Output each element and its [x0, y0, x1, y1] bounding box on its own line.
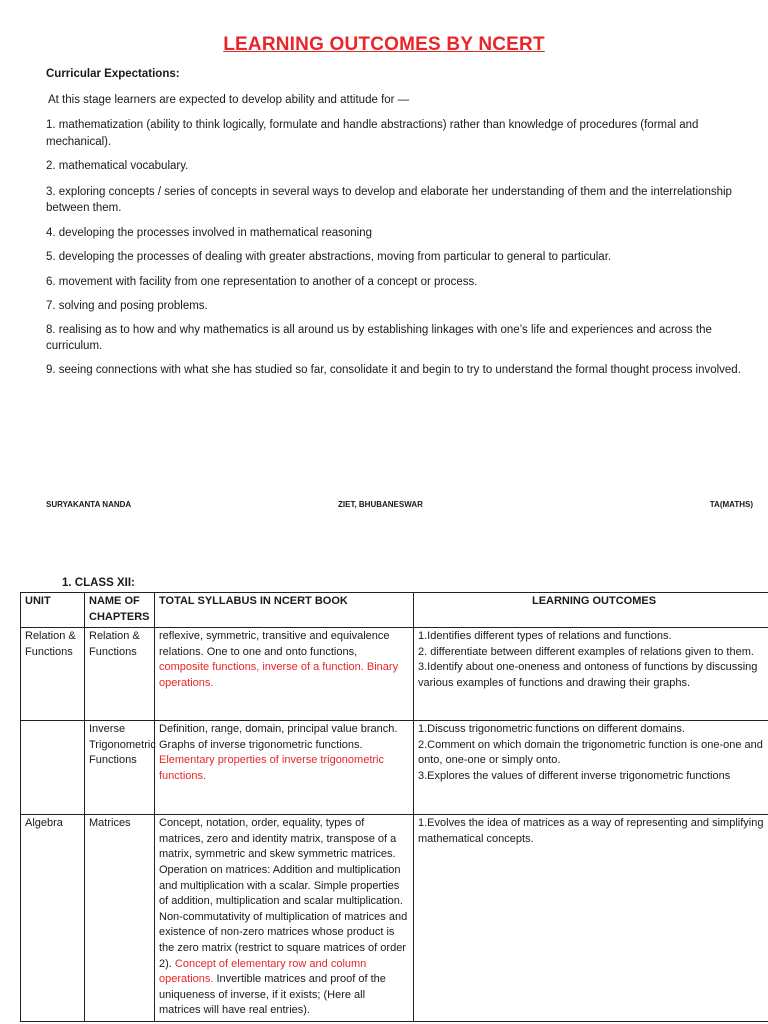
unit-cell: Algebra — [21, 815, 85, 1022]
outcome-item: 1.Discuss trigonometric functions on different domains. — [418, 723, 685, 736]
list-item: 1. mathematization (ability to think logically, formulate and handle abstractions) rather than knowledge of procedures (formal and mechanical). — [46, 119, 699, 148]
header-syllabus: TOTAL SYLLABUS IN NCERT BOOK — [155, 593, 414, 628]
syllabus-text: Invertible matrices and proof of the uniqueness of inverse, if it exists; (Here all matrices will have real entries). — [159, 973, 386, 1017]
unit-cell — [21, 721, 85, 815]
footer-institute: ZIET, BHUBANESWAR — [338, 500, 423, 509]
syllabus-cell — [155, 721, 414, 815]
syllabus-table — [20, 592, 768, 1022]
intro-text: At this stage learners are expected to develop ability and attitude for — — [48, 94, 410, 106]
outcomes-cell — [414, 628, 768, 721]
list-item: 7. solving and posing problems. — [46, 300, 208, 312]
list-item: 8. realising as to how and why mathematics is all around us by establishing linkages with one’s life and experiences and across the curriculum. — [46, 323, 712, 352]
table-header-row — [21, 593, 768, 628]
footer-author: SURYAKANTA NANDA — [46, 500, 132, 509]
syllabus-cell — [155, 628, 414, 721]
syllabus-highlight: Elementary properties of inverse trigonometric functions. — [159, 754, 384, 782]
table-row — [21, 628, 768, 721]
syllabus-cell — [155, 815, 414, 1022]
expectations-list — [46, 117, 746, 378]
outcome-item: 2. differentiate between different examples of relations given to them. — [418, 645, 754, 658]
outcome-item: 2.Comment on which domain the trigonometric function is one-one and onto, one-one or simply onto. — [418, 738, 763, 767]
outcomes-cell — [414, 721, 768, 815]
footer-role: TA(MATHS) — [709, 500, 753, 509]
list-item: 9. seeing connections with what she has studied so far, consolidate it and begin to try to understand the formal thought process involved. — [46, 363, 741, 376]
table-row — [21, 815, 768, 1022]
syllabus-text: reflexive, symmetric, transitive and equivalence relations. One to one and onto functions, — [159, 630, 390, 658]
chapter-cell: Relation & Functions — [85, 628, 155, 721]
outcome-item: 3.Explores the values of different inverse trigonometric functions — [418, 769, 731, 782]
syllabus-highlight: Concept of elementary row and column operations. — [159, 957, 367, 986]
list-item: 5. developing the processes of dealing with greater abstractions, moving from particular to general to particular. — [46, 251, 612, 263]
header-chapters: NAME OF CHAPTERS — [85, 593, 155, 628]
header-unit: UNIT — [21, 593, 85, 628]
list-item: 6. movement with facility from one representation to another of a concept or process. — [46, 275, 478, 288]
unit-cell: Relation & Functions — [21, 628, 85, 721]
header-outcomes: LEARNING OUTCOMES — [414, 593, 768, 628]
syllabus-text: Concept, notation, order, equality, types of matrices, zero and identity matrix, transpose of a matrix, symmetric and skew symmetric matrices. Operation on matrices: Addition and multiplication and multiplication with a scalar. Simple properties of addition, multiplication and scalar multiplication. Non-commutativity of multiplication of matrices and existence of non-zero matrices whose product is the zero matrix (restrict to square matrices of order 2). — [159, 817, 408, 970]
outcomes-cell — [414, 815, 768, 1022]
document-title: LEARNING OUTCOMES BY NCERT — [223, 34, 545, 55]
list-item: 4. developing the processes involved in mathematical reasoning — [46, 226, 373, 239]
class-heading: 1. CLASS XII: — [62, 577, 135, 589]
outcome-item: 3.Identify about one-oneness and ontoness of functions by discussing various examples of functions and drawing their graphs. — [418, 661, 758, 689]
list-item: 2. mathematical vocabulary. — [46, 160, 189, 172]
outcome-item: 1.Evolves the idea of matrices as a way of representing and simplifying mathematical concepts. — [418, 817, 764, 845]
chapter-cell: Inverse Trigonometric Functions — [85, 721, 155, 815]
outcome-item: 1.Identifies different types of relations and functions. — [418, 630, 672, 643]
list-item: 3. exploring concepts / series of concepts in several ways to develop and elaborate her understanding of them and the interrelationship between them. — [46, 185, 732, 214]
syllabus-text: Definition, range, domain, principal value branch. Graphs of inverse trigonometric functions. — [159, 723, 398, 751]
syllabus-highlight: composite functions, inverse of a function. Binary operations. — [159, 661, 399, 689]
curricular-heading: Curricular Expectations: — [46, 68, 180, 80]
table-row — [21, 721, 768, 815]
chapter-cell: Matrices — [85, 815, 155, 1022]
